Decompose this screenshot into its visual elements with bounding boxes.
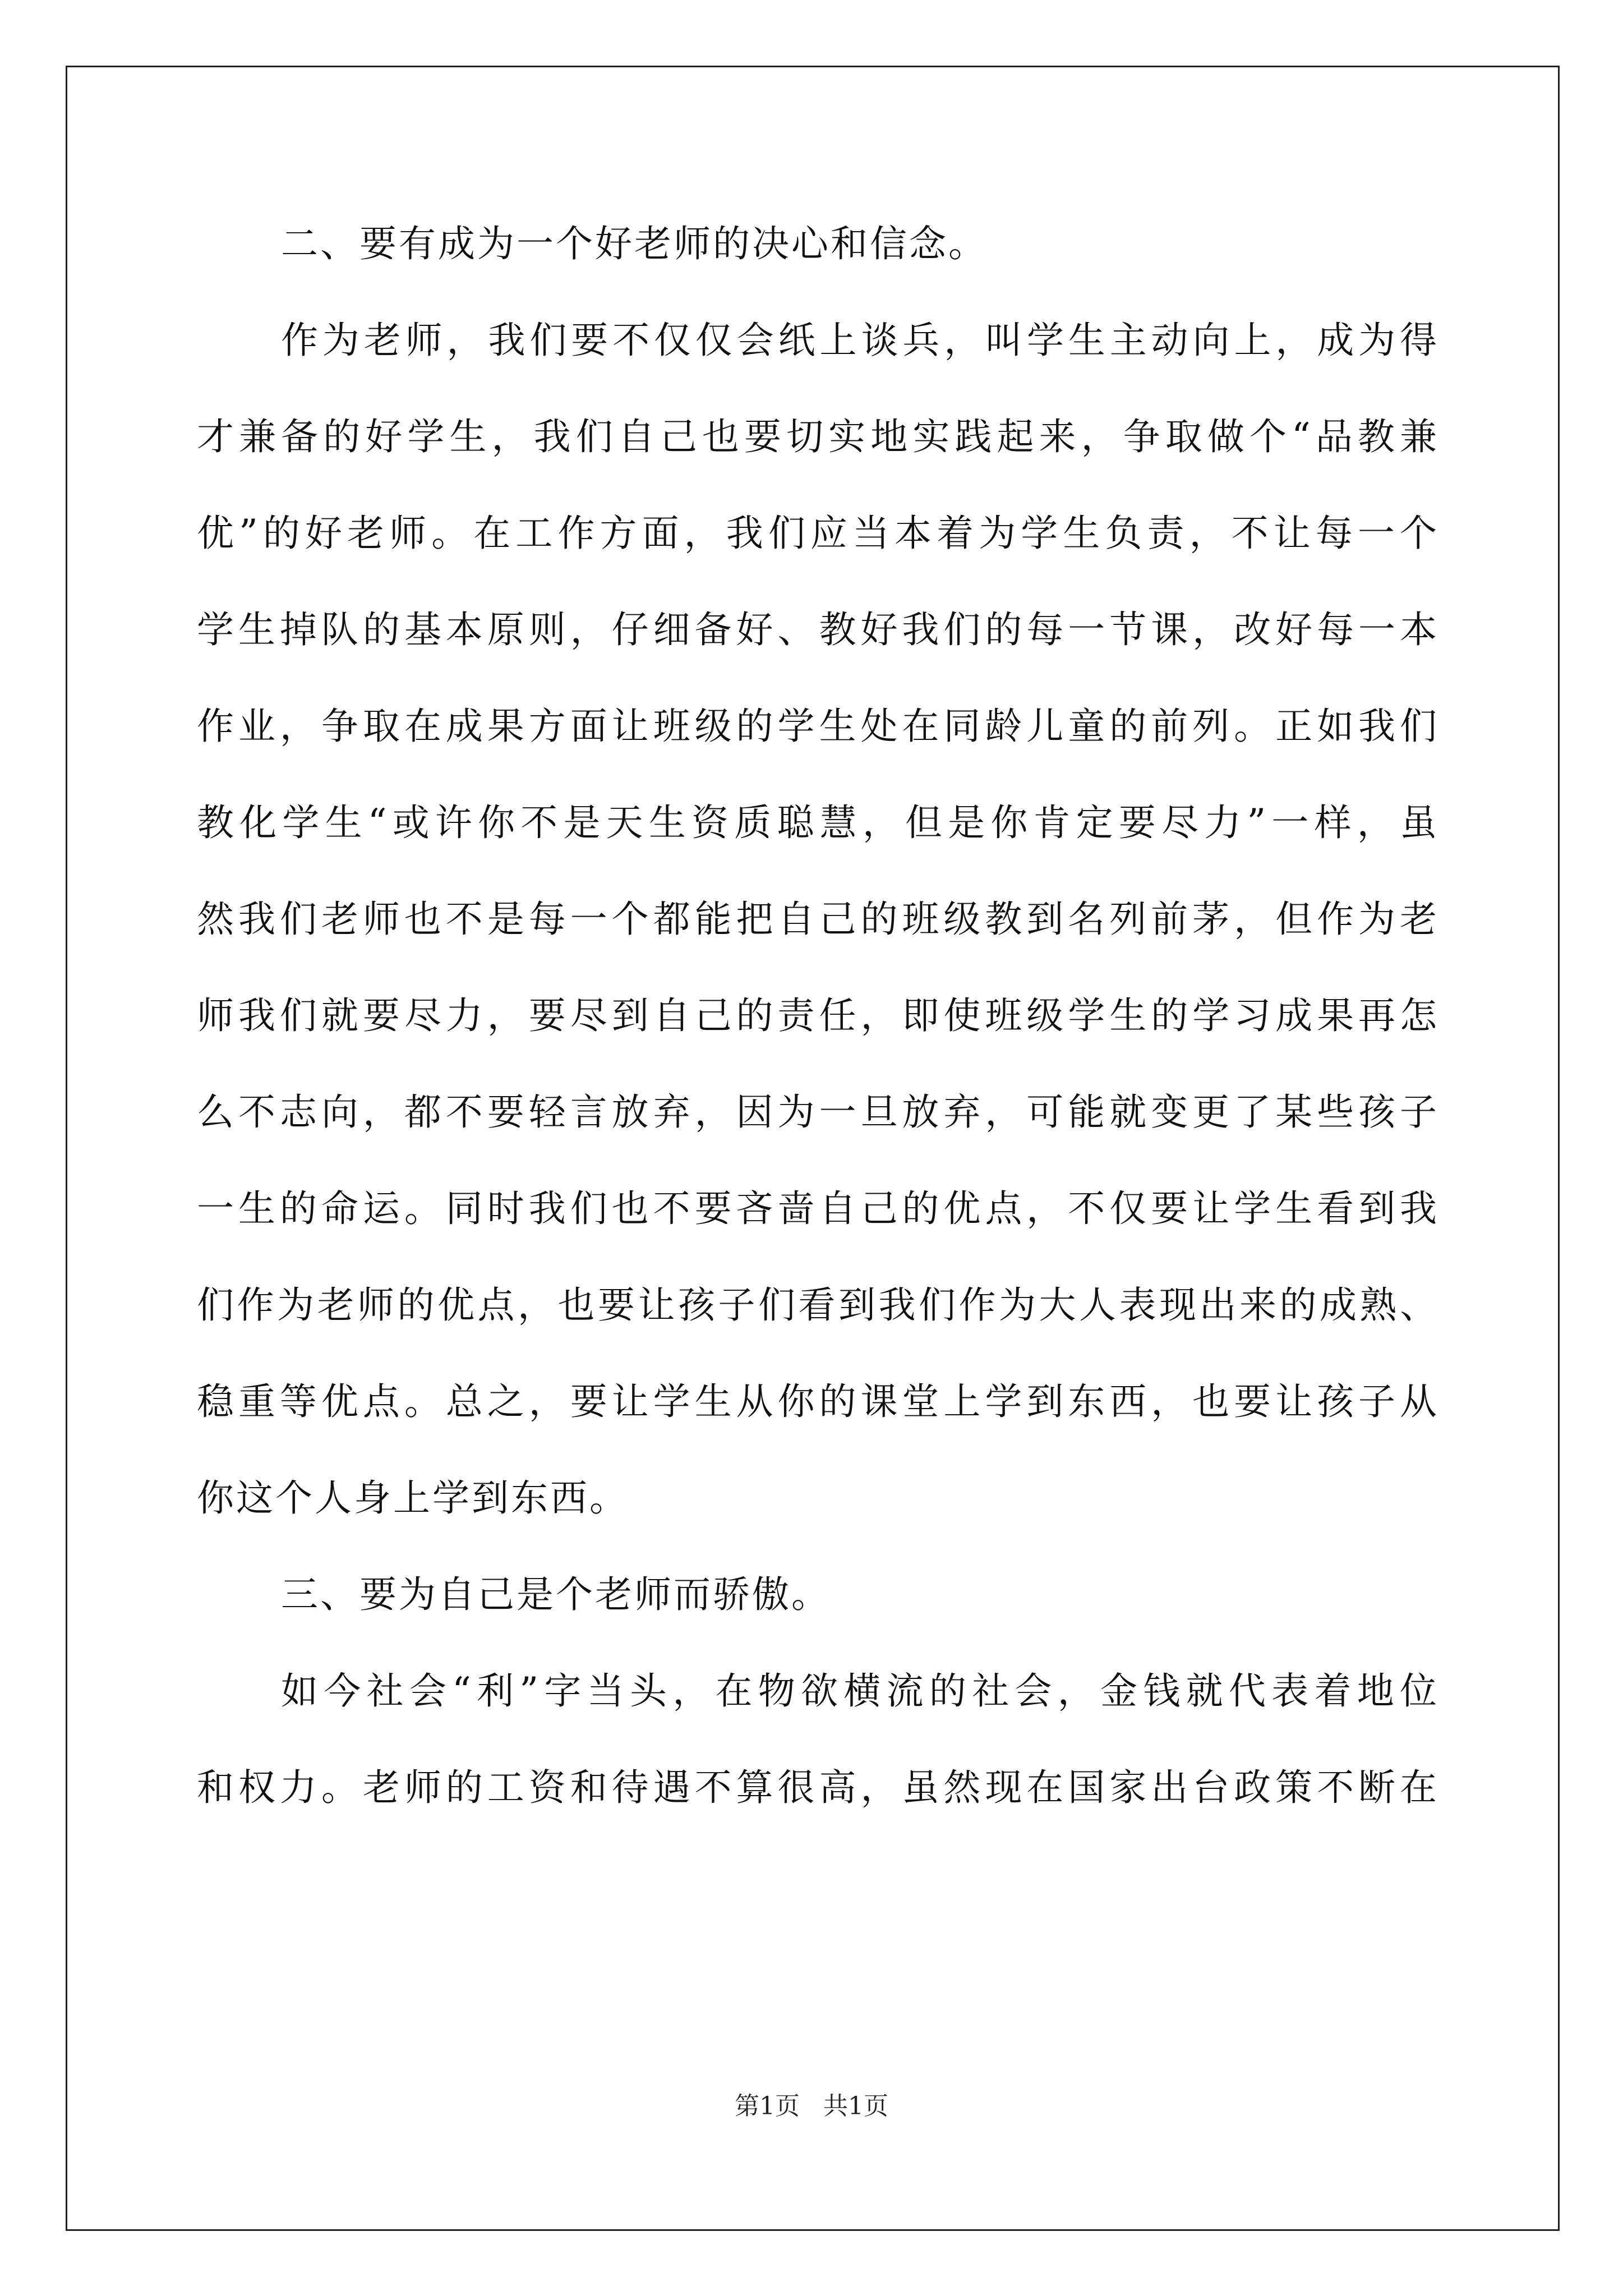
text-line: 才兼备的好学生，我们自己也要切实地实践起来，争取做个“品教兼 — [197, 415, 1439, 458]
text-line: 如今社会“利”字当头，在物欲横流的社会，金钱就代表着地位 — [281, 1669, 1439, 1713]
text-line: 师我们就要尽力，要尽到自己的责任，即使班级学生的学习成果再怎 — [197, 994, 1439, 1037]
page-total: 共1页 — [823, 2092, 888, 2120]
text-line: 学生掉队的基本原则，仔细备好、教好我们的每一节课，改好每一本 — [197, 608, 1439, 651]
text-line: 作为老师，我们要不仅仅会纸上谈兵，叫学生主动向上，成为得 — [281, 319, 1439, 362]
page-border — [66, 66, 1560, 2231]
text-line: 教化学生“或许你不是天生资质聪慧，但是你肯定要尽力”一样，虽 — [197, 801, 1439, 844]
text-line: 优”的好老师。在工作方面，我们应当本着为学生负责，不让每一个 — [197, 512, 1439, 555]
text-line: 一生的命运。同时我们也不要吝啬自己的优点，不仅要让学生看到我 — [197, 1187, 1439, 1230]
text-line: 么不志向，都不要轻言放弃，因为一旦放弃，可能就变更了某些孩子 — [197, 1091, 1439, 1134]
text-line: 你这个人身上学到东西。 — [197, 1476, 629, 1520]
page-footer — [0, 2090, 1623, 2123]
page-number: 第1页 — [735, 2092, 800, 2120]
text-line: 然我们老师也不是每一个都能把自己的班级教到名列前茅，但作为老 — [197, 898, 1439, 941]
text-line: 们作为老师的优点，也要让孩子们看到我们作为大人表现出来的成熟、 — [197, 1283, 1439, 1327]
text-line: 二、要有成为一个好老师的决心和信念。 — [281, 222, 988, 265]
text-line: 稳重等优点。总之，要让学生从你的课堂上学到东西，也要让孩子从 — [197, 1380, 1439, 1423]
text-line: 作业，争取在成果方面让班级的学生处在同龄儿童的前列。正如我们 — [197, 705, 1439, 748]
text-line: 三、要为自己是个老师而骄傲。 — [281, 1573, 831, 1616]
text-line: 和权力。老师的工资和待遇不算很高，虽然现在国家出台政策不断在 — [197, 1766, 1439, 1809]
